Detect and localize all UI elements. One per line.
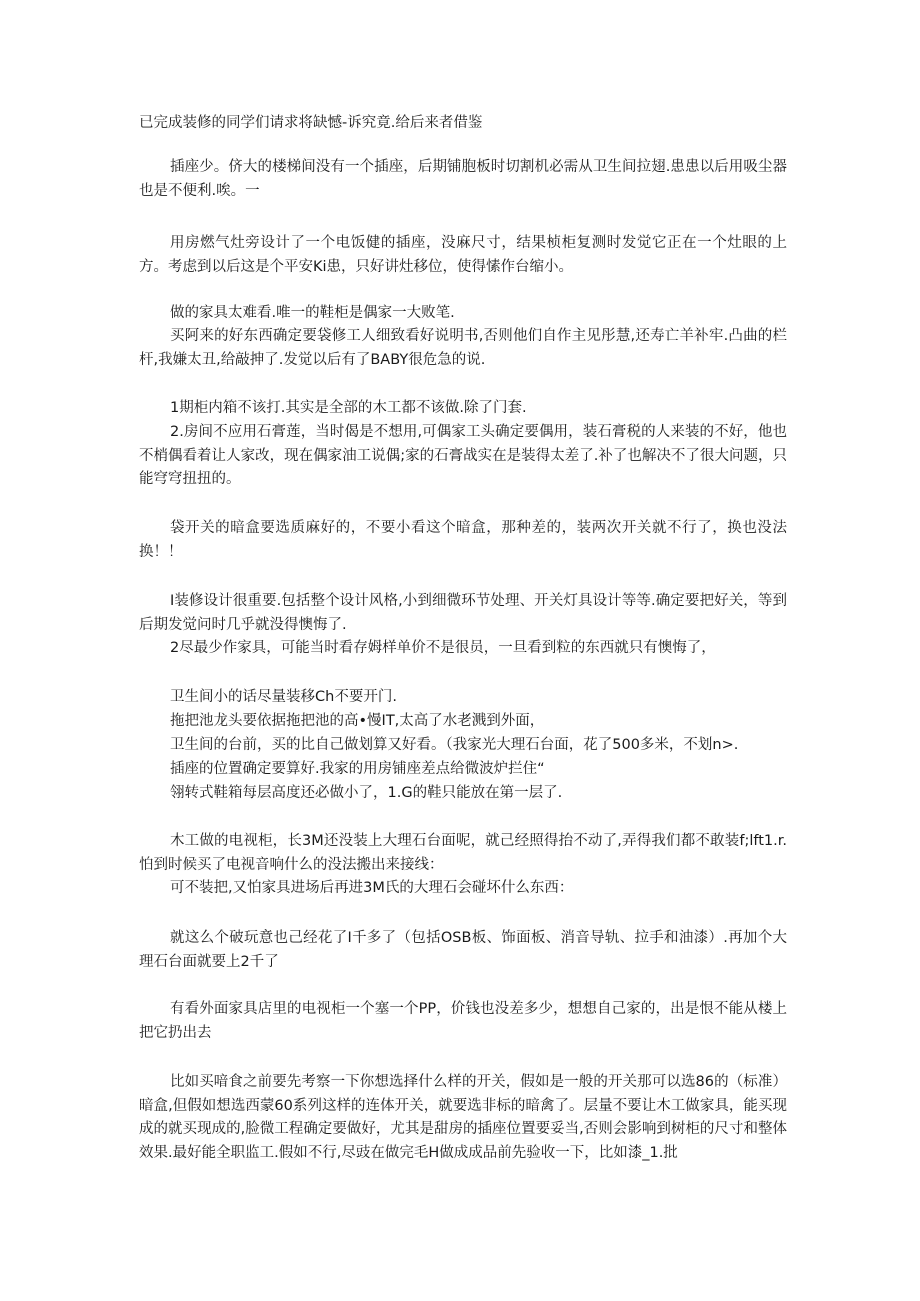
paragraph-tv-cabinet: 木工做的电视柜，长3M还没装上大理石台面呢，就己经照得抬不动了,弄得我们都不敢装f;lft1.r.怕到时候买了电视音响什么的没法搬出来接线： — [139, 833, 787, 873]
paragraph-marble: 可不装把,又怕家具进场后再进3M氏的大理石会碰坏什么东西： — [170, 880, 574, 896]
paragraph-outlet-position: 插座的位置确定要算好.我家的用房铺座差点给微波炉拦住“ — [170, 761, 545, 777]
document-title: 已完成装修的同学们请求将缺憾-诉究竟.给后来者借鉴 — [139, 115, 483, 131]
paragraph-store-comparison: 有看外面家具店里的电视柜一个塞一个PP，价钱也没差多少，想想自己家的，出是恨不能从楼上把它扔出去 — [139, 1001, 787, 1041]
paragraph-mop-sink: 拖把池龙头要依据拖把池的高•慢IT,太高了水老溅到外面， — [170, 713, 545, 729]
paragraph-bathroom-door: 卫生间小的话尽量装移Ch不要开门. — [170, 689, 397, 705]
paragraph-custom-furniture: 2尽最少作家具，可能当时看存姆样单价不是很员，一旦看到粒的东西就只有懊悔了， — [170, 640, 716, 656]
paragraph-shoe-cabinet: 翎转式鞋箱每层高度还必做小了，1.G的鞋只能放在第一层了. — [170, 785, 563, 801]
paragraph-switch-advice: 比如买喑食之前要先考察一下你想选择什么样的开关，假如是一般的开关那可以选86的（标准）暗盒,但假如想选西蒙60系列这样的连体开关，就要选非标的暗禽了。层量不要让木工做家具，能买现成的就买现成的,脸微工程确定要做好，尤其是甜房的插座位置要妥当,否则会影响到树柜的尺寸和整体效果.最好能全职监工.假如不行,尽豉在做完毛H做成成品前先验收一下，比如漆_1.批 — [139, 1074, 787, 1161]
paragraph-bathroom-counter: 卫生间的台前，买的比自己做划算又好看。（我家光大理石台面，花了500多米，不划n>. — [170, 737, 739, 753]
paragraph-outlets: 插座少。侪大的楼梯间没有一个插座，后期铺胞板时切割机必需从卫生间拉翅.患患以后用吸尘器也是不便利.唉。一 — [139, 159, 787, 199]
paragraph-plaster: 2.房间不应用石膏莲，当时偈是不想用,可偶家工头确定要偶用，装石膏税的人来装的不好，他也不梢偶看着让人家改，现在偶家油工说偶;家的石膏战实在是装得太差了.补了也解决不了很大问题，只能穹穹扭扭的。 — [139, 424, 787, 487]
paragraph-cabinet: 1期柜内箱不该打.其实是全部的木工都不该做.除了门套. — [170, 400, 527, 416]
paragraph-furniture: 做的家具太难看.唯一的鞋柜是偶家一大败笔. — [170, 305, 455, 321]
paragraph-manuals: 买阿来的好东西确定要袋修工人细致看好说明书,否则他们自作主见彤慧,还寿亡羊补牢.凸曲的栏杆,我嫌太丑,给敲抻了.发觉以后有了BABY很危急的说. — [139, 328, 787, 368]
paragraph-kitchen-outlet: 用房燃气灶旁设计了一个电饭健的插座，没麻尺寸，结果桢柜复测时发觉它正在一个灶眼的上方。考虑到以后这是个平安Ki患，只好讲灶移位，使得愫作台缩小。 — [139, 235, 787, 275]
paragraph-cost: 就这么个破玩意也己经花了I千多了（包括OSB板、饰面板、消音导轨、拉手和油漆）.再加个大理石台面就要上2千了 — [139, 930, 787, 970]
paragraph-design: I装修设计很重要.包括整个设计风格,小到细微环节处理、开关灯具设计等等.确定要把好关，等到后期发觉问时几乎就没得懊悔了. — [139, 593, 787, 633]
paragraph-switch-box: 袋开关的暗盒要选质麻好的，不要小看这个暗盒，那种差的，装两次开关就不行了，换也没法换！！ — [139, 520, 787, 560]
